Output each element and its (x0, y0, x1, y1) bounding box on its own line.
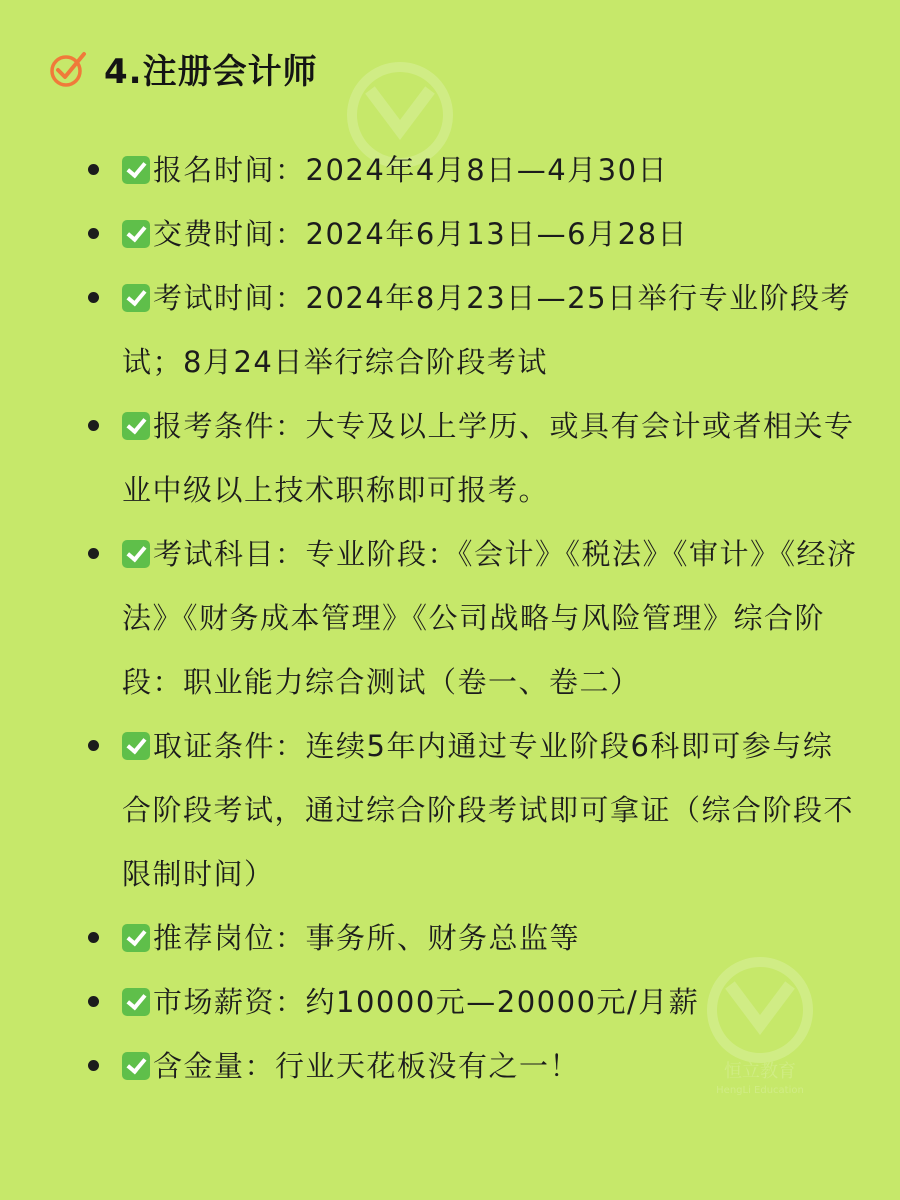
item-label: 含金量： (153, 1049, 276, 1083)
item-label: 考试科目： (153, 537, 306, 571)
item-text: 约10000元—20000元/月薪 (305, 985, 700, 1019)
info-list (88, 138, 858, 1098)
list-item (88, 970, 858, 1034)
item-text: 2024年4月8日—4月30日 (305, 153, 669, 187)
item-text: 事务所、财务总监等 (305, 921, 581, 955)
check-mark-icon (122, 540, 150, 568)
list-item (88, 906, 858, 970)
list-item (88, 522, 858, 714)
bullet-dot (88, 932, 99, 943)
item-text: 连续5年内通过专业阶段6科即可参与综合阶段考试，通过综合阶段考试即可拿证（综合阶段不限制时间） (122, 729, 855, 891)
item-text: 专业阶段：《会计》《税法》《审计》《经济法》《财务成本管理》《公司战略与风险管理》综合阶段：职业能力综合测试（卷一、卷二） (122, 537, 858, 699)
check-mark-icon (122, 220, 150, 248)
bullet-dot (88, 164, 99, 175)
bullet-dot (88, 292, 99, 303)
bullet-dot (88, 228, 99, 239)
svg-text:HengLi Education: HengLi Education (716, 1085, 804, 1095)
item-text: 2024年8月23日—25日举行专业阶段考试；8月24日举行综合阶段考试 (122, 281, 852, 379)
title-row (48, 44, 318, 93)
orange-check-circle-icon (48, 49, 88, 89)
list-item (88, 202, 858, 266)
check-mark-icon (122, 924, 150, 952)
item-text: 2024年6月13日—6月28日 (305, 217, 689, 251)
bullet-dot (88, 548, 99, 559)
list-item (88, 266, 858, 394)
item-label: 交费时间： (153, 217, 306, 251)
list-item (88, 394, 858, 522)
bullet-dot (88, 740, 99, 751)
check-mark-icon (122, 732, 150, 760)
bullet-dot (88, 1060, 99, 1071)
check-mark-icon (122, 412, 150, 440)
item-label: 推荐岗位： (153, 921, 306, 955)
list-item (88, 1034, 858, 1098)
page-title: 4.注册会计师 (104, 52, 318, 92)
item-text: 行业天花板没有之一！ (275, 1049, 581, 1083)
check-mark-icon (122, 1052, 150, 1080)
check-mark-icon (122, 988, 150, 1016)
bullet-dot (88, 420, 99, 431)
item-label: 报名时间： (153, 153, 306, 187)
item-label: 取证条件： (153, 729, 306, 763)
item-text: 大专及以上学历、或具有会计或者相关专业中级以上技术职称即可报考。 (122, 409, 855, 507)
bullet-dot (88, 996, 99, 1007)
item-label: 报考条件： (153, 409, 306, 443)
item-label: 考试时间： (153, 281, 306, 315)
svg-text:恒立教育: 恒立教育 (724, 1061, 796, 1082)
list-item (88, 714, 858, 906)
check-mark-icon (122, 284, 150, 312)
item-label: 市场薪资： (153, 985, 306, 1019)
list-item (88, 138, 858, 202)
check-mark-icon (122, 156, 150, 184)
